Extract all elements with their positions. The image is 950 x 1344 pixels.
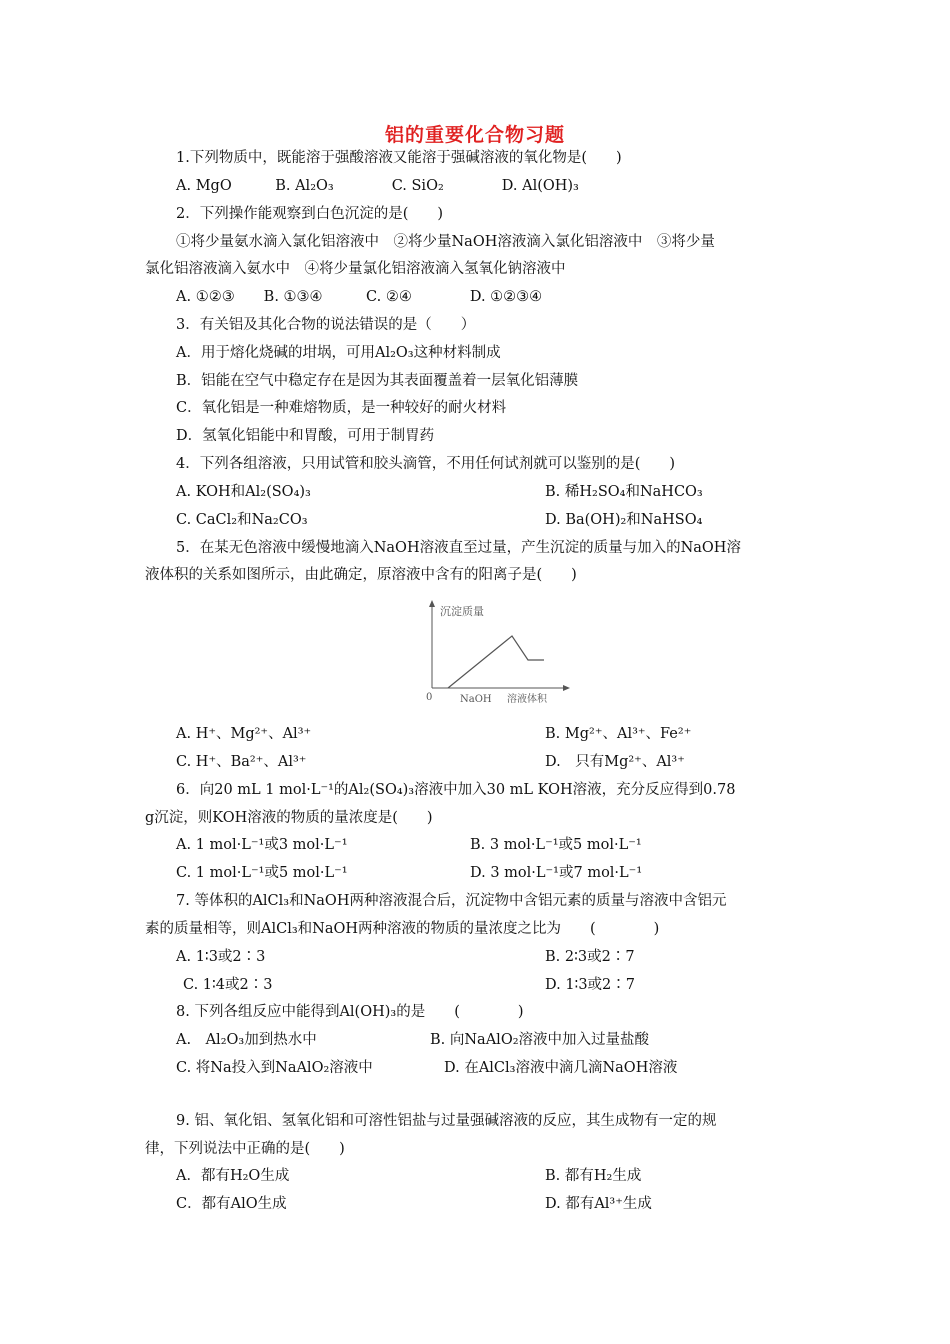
question-5-option-c: C. H⁺、Ba²⁺、Al³⁺ [176,754,307,770]
question-4-option-d: D. Ba(OH)₂和NaHSO₄ [545,512,703,528]
question-7-option-a: A. 1∶3或2∶3 [176,949,266,965]
question-3-option-c: C．氧化铝是一种难熔物质，是一种较好的耐火材料 [176,400,507,416]
precipitate-curve [448,636,544,688]
x-axis-label-volume: 溶液体积 [507,694,547,705]
question-8-stem: 8. 下列各组反应中能得到Al(OH)₃的是 ( ) [176,1004,524,1020]
question-9-option-a: A．都有H₂O生成 [176,1168,290,1184]
question-7-stem-line-2: 素的质量相等，则AlCl₃和NaOH两种溶液的物质的量浓度之比为 ( ) [145,921,660,937]
question-3-stem: 3．有关铝及其化合物的说法错误的是（ ） [176,317,476,333]
question-4-option-a: A. KOH和Al₂(SO₄)₃ [176,484,311,500]
question-4-option-b: B. 稀H₂SO₄和NaHCO₃ [545,484,703,500]
page-title: 铝的重要化合物习题 [384,124,565,146]
question-9-stem-line-1: 9. 铝、氧化铝、氢氧化铝和可溶性铝盐与过量强碱溶液的反应，其生成物有一定的规 [176,1113,717,1129]
question-6-option-c: C. 1 mol·L⁻¹或5 mol·L⁻¹ [176,865,348,881]
question-7-option-b: B. 2∶3或2∶7 [545,949,635,965]
question-5-stem-line-1: 5．在某无色溶液中缓慢地滴入NaOH溶液直至过量，产生沉淀的质量与加入的NaOH溶 [176,540,741,556]
question-9-option-d: D. 都有Al³⁺生成 [545,1196,652,1212]
question-1-options: A. MgO B. Al₂O₃ C. SiO₂ D. Al(OH)₃ [176,178,579,194]
question-6-stem-line-2: g沉淀，则KOH溶液的物质的量浓度是( ) [145,810,433,826]
question-2-body-line-2: 氯化铝溶液滴入氨水中 ④将少量氯化铝溶液滴入氢氧化钠溶液中 [145,261,566,277]
x-axis-arrow [563,685,570,691]
question-7-stem-line-1: 7. 等体积的AlCl₃和NaOH两种溶液混合后，沉淀物中含铝元素的质量与溶液中含铝元 [176,893,727,909]
origin-label: 0 [426,692,433,703]
question-5-option-d: D. 只有Mg²⁺、Al³⁺ [545,754,685,770]
question-9-stem-line-2: 律，下列说法中正确的是( ) [145,1141,345,1157]
question-2-body-line-1: ①将少量氨水滴入氯化铝溶液中 ②将少量NaOH溶液滴入氯化铝溶液中 ③将少量 [176,234,715,250]
question-1-stem: 1.下列物质中，既能溶于强酸溶液又能溶于强碱溶液的氧化物是( ) [176,150,622,166]
y-axis-label: 沉淀质量 [440,605,484,618]
question-9-option-b: B. 都有H₂生成 [545,1168,642,1184]
x-axis-label-naoh: NaOH [460,694,492,705]
question-6-option-d: D. 3 mol·L⁻¹或7 mol·L⁻¹ [470,865,643,881]
question-5-stem-line-2: 液体积的关系如图所示，由此确定，原溶液中含有的阳离子是( ) [145,567,577,583]
precipitate-graph [420,600,570,710]
question-5-option-a: A. H⁺、Mg²⁺、Al³⁺ [176,726,312,742]
question-6-option-a: A. 1 mol·L⁻¹或3 mol·L⁻¹ [176,837,348,853]
question-3-option-b: B．铝能在空气中稳定存在是因为其表面覆盖着一层氧化铝薄膜 [176,373,579,389]
question-4-stem: 4．下列各组溶液，只用试管和胶头滴管，不用任何试剂就可以鉴别的是( ) [176,456,676,472]
question-8-option-d: D. 在AlCl₃溶液中滴几滴NaOH溶液 [444,1060,678,1076]
question-5-option-b: B. Mg²⁺、Al³⁺、Fe²⁺ [545,726,692,742]
question-8-option-c: C. 将Na投入到NaAlO₂溶液中 [176,1060,373,1076]
question-9-option-c: C．都有AlO生成 [176,1196,287,1212]
question-7-option-d: D. 1∶3或2∶7 [545,977,636,993]
y-axis-arrow [429,600,435,607]
question-2-stem: 2．下列操作能观察到白色沉淀的是( ) [176,206,444,222]
question-7-option-c: C. 1∶4或2∶3 [183,977,273,993]
question-6-stem-line-1: 6．向20 mL 1 mol·L⁻¹的Al₂(SO₄)₃溶液中加入30 mL KOH溶液，充分反应得到0.78 [176,782,736,798]
question-2-options: A. ①②③ B. ①③④ C. ②④ D. ①②③④ [176,289,543,305]
question-3-option-a: A．用于熔化烧碱的坩埚，可用Al₂O₃这种材料制成 [176,345,501,361]
question-8-option-b: B. 向NaAlO₂溶液中加入过量盐酸 [430,1032,650,1048]
question-4-option-c: C. CaCl₂和Na₂CO₃ [176,512,308,528]
question-6-option-b: B. 3 mol·L⁻¹或5 mol·L⁻¹ [470,837,642,853]
question-8-option-a: A. Al₂O₃加到热水中 [176,1032,317,1048]
question-3-option-d: D．氢氧化铝能中和胃酸，可用于制胃药 [176,428,435,444]
